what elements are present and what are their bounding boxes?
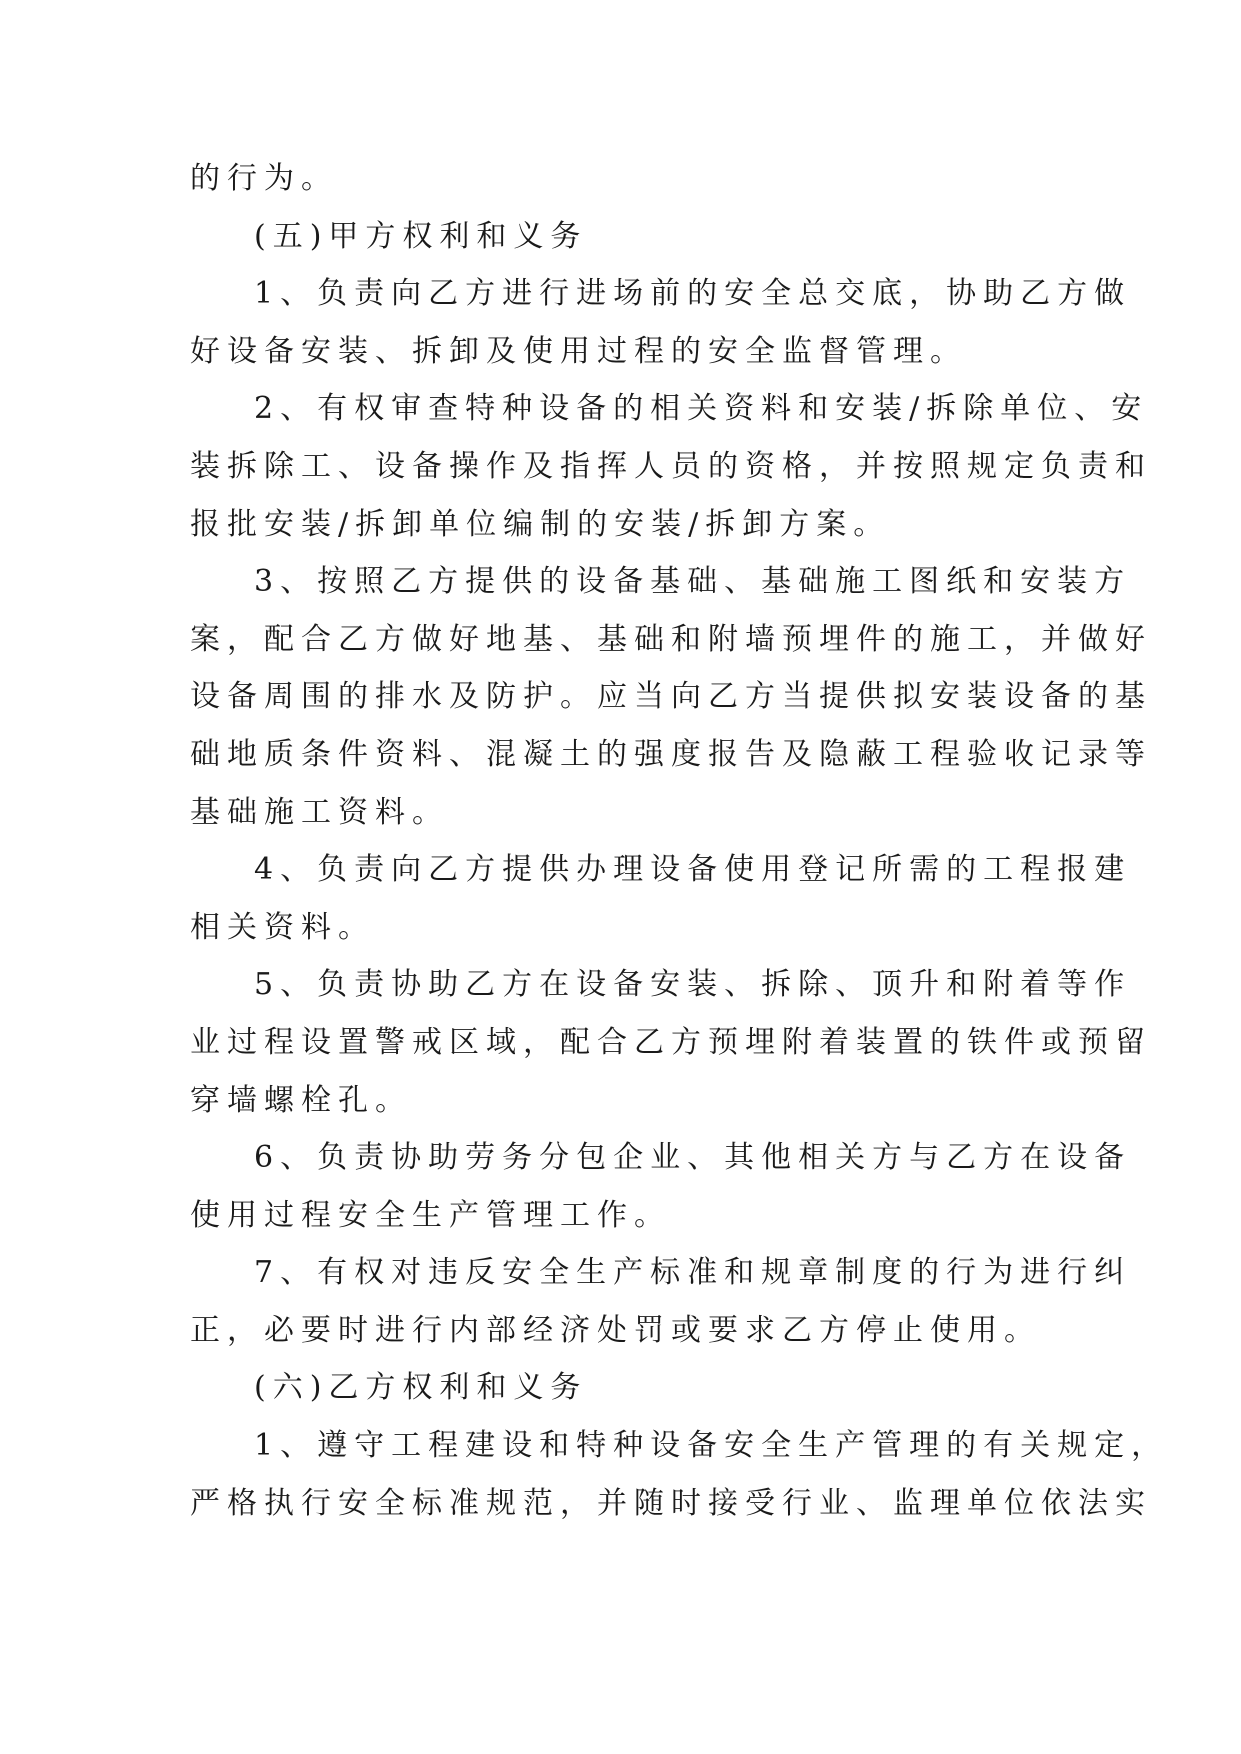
- text-line: 的行为。: [190, 161, 338, 196]
- paragraph-line: 好设备安装、拆卸及使用过程的安全监督管理。: [190, 333, 967, 369]
- paragraph-line: 相关资料。: [190, 909, 375, 945]
- paragraph-line: 装拆除工、设备操作及指挥人员的资格，并按照规定负责和: [190, 448, 1152, 484]
- paragraph-line: 业过程设置警戒区域，配合乙方预埋附着装置的铁件或预留: [190, 1024, 1152, 1060]
- paragraph-line: 4、负责向乙方提供办理设备使用登记所需的工程报建: [254, 852, 1132, 888]
- paragraph-line: 2、有权审查特种设备的相关资料和安装/拆除单位、安: [254, 391, 1149, 427]
- paragraph-line: 础地质条件资料、混凝土的强度报告及隐蔽工程验收记录等: [190, 736, 1152, 772]
- paragraph-line: 穿墙螺栓孔。: [190, 1082, 412, 1118]
- section-heading: (五)甲方权利和义务: [254, 218, 588, 254]
- paragraph-line: 案，配合乙方做好地基、基础和附墙预埋件的施工，并做好: [190, 621, 1152, 657]
- paragraph-line: 基础施工资料。: [190, 794, 449, 830]
- paragraph-line: 6、负责协助劳务分包企业、其他相关方与乙方在设备: [254, 1140, 1132, 1176]
- paragraph-line: 报批安装/拆卸单位编制的安装/拆卸方案。: [190, 506, 891, 542]
- paragraph-line: 1、遵守工程建设和特种设备安全生产管理的有关规定，: [254, 1428, 1169, 1464]
- paragraph-line: 5、负责协助乙方在设备安装、拆除、顶升和附着等作: [254, 967, 1132, 1003]
- section-heading: (六)乙方权利和义务: [254, 1370, 588, 1406]
- paragraph-line: 1、负责向乙方进行进场前的安全总交底，协助乙方做: [254, 276, 1132, 312]
- paragraph-line: 正，必要时进行内部经济处罚或要求乙方停止使用。: [190, 1312, 1041, 1348]
- paragraph-line: 3、按照乙方提供的设备基础、基础施工图纸和安装方: [254, 564, 1132, 600]
- paragraph-line: 7、有权对违反安全生产标准和规章制度的行为进行纠: [254, 1255, 1132, 1291]
- paragraph-line: 使用过程安全生产管理工作。: [190, 1197, 671, 1233]
- paragraph-line: 严格执行安全标准规范，并随时接受行业、监理单位依法实: [190, 1485, 1152, 1521]
- paragraph-line: 设备周围的排水及防护。应当向乙方当提供拟安装设备的基: [190, 679, 1152, 715]
- document-page: [190, 150, 1169, 1532]
